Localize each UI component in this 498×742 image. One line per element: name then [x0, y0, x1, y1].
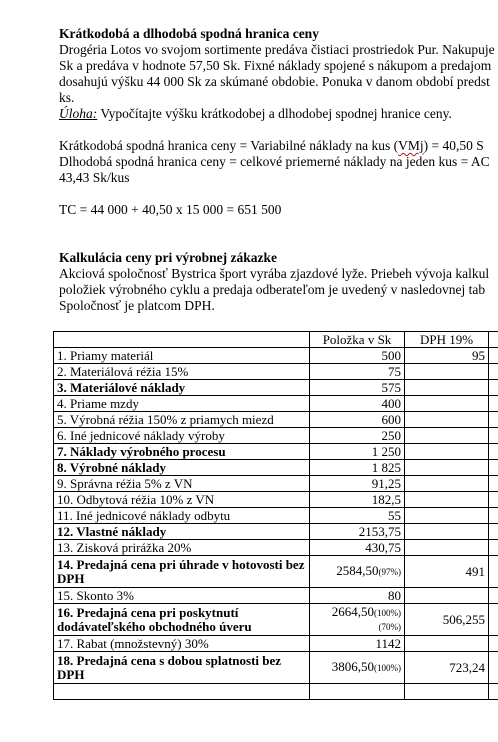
- row-label: 16. Predajná cena pri poskytnutí dodávateľského obchodného úveru: [54, 604, 310, 636]
- row-vat: 723,24: [405, 652, 489, 684]
- row-label: 9. Správna réžia 5% z VN: [54, 476, 310, 492]
- header-extra: [489, 332, 498, 348]
- section1-line-2: Sk a predáva v hodnote 57,50 Sk. Fixné náklady spojené s nákupom a predajom: [59, 58, 492, 73]
- row-value: 430,75: [310, 540, 405, 556]
- table-row: [54, 508, 498, 524]
- row-label: 5. Výrobná réžia 150% z priamych miezd: [54, 412, 310, 428]
- row-extra: [489, 444, 498, 460]
- row-value: 3806,50(100%): [310, 652, 405, 684]
- row-vat: [405, 684, 489, 700]
- row-value: 1142: [310, 636, 405, 652]
- row-value: 80: [310, 588, 405, 604]
- table-row: [54, 428, 498, 444]
- table-row: [54, 396, 498, 412]
- section1-line-1: Drogéria Lotos vo svojom sortimente predáva čistiaci prostriedok Pur. Nakupuje: [59, 42, 495, 57]
- table-row: [54, 636, 498, 652]
- row-extra: [489, 652, 498, 684]
- row-value: 400: [310, 396, 405, 412]
- table-row: [54, 556, 498, 588]
- row-extra: [489, 492, 498, 508]
- row-extra: [489, 524, 498, 540]
- row-vat: [405, 476, 489, 492]
- table-row: [54, 588, 498, 604]
- table-row-empty: [54, 684, 498, 700]
- section2-line-2: položiek výrobného cyklu a predaja odberateľom je uvedený v nasledovnej tab: [59, 282, 486, 297]
- task-line: [59, 106, 452, 122]
- row-extra: [489, 364, 498, 380]
- row-extra: [489, 540, 498, 556]
- table-header-row: [54, 332, 498, 348]
- short-term-vmj: VMj: [398, 138, 424, 153]
- row-value: 55: [310, 508, 405, 524]
- row-label: 10. Odbytová réžia 10% z VN: [54, 492, 310, 508]
- row-vat: [405, 412, 489, 428]
- section1-title: Krátkodobá a dlhodobá spodná hranica ceny: [59, 26, 319, 41]
- table-row: [54, 476, 498, 492]
- header-item: [54, 332, 310, 348]
- table-row: [54, 524, 498, 540]
- row-value: 182,5: [310, 492, 405, 508]
- row-vat: [405, 396, 489, 412]
- row-vat: [405, 380, 489, 396]
- row-label: 6. Iné jednicové náklady výroby: [54, 428, 310, 444]
- calculation-table: [53, 331, 498, 700]
- row-extra: [489, 348, 498, 364]
- table-row: [54, 652, 498, 684]
- table-row: [54, 444, 498, 460]
- row-vat: [405, 444, 489, 460]
- section2-line-3: Spoločnosť je platcom DPH.: [59, 298, 215, 313]
- row-vat: [405, 524, 489, 540]
- row-label: 14. Predajná cena pri úhrade v hotovosti bez DPH: [54, 556, 310, 588]
- row-vat: 491: [405, 556, 489, 588]
- row-extra: [489, 604, 498, 636]
- row-value: 250: [310, 428, 405, 444]
- row-extra: [489, 684, 498, 700]
- table-row: [54, 604, 498, 636]
- row-vat: [405, 540, 489, 556]
- short-term-line: [59, 138, 484, 154]
- short-term-text-b: ) = 40,50 S: [423, 138, 484, 153]
- row-extra: [489, 636, 498, 652]
- row-value: 2584,50(97%): [310, 556, 405, 588]
- header-vat: DPH 19%: [405, 332, 489, 348]
- row-label: 8. Výrobné náklady: [54, 460, 310, 476]
- row-label: 15. Skonto 3%: [54, 588, 310, 604]
- row-label: 13. Zisková prirážka 20%: [54, 540, 310, 556]
- row-extra: [489, 380, 498, 396]
- row-extra: [489, 428, 498, 444]
- table-row: [54, 380, 498, 396]
- row-label: 1. Priamy materiál: [54, 348, 310, 364]
- row-label: 12. Vlastné náklady: [54, 524, 310, 540]
- row-extra: [489, 460, 498, 476]
- row-vat: 506,255: [405, 604, 489, 636]
- section2-line-1: Akciová spoločnosť Bystrica šport vyrába zjazdové lyže. Priebeh vývoja kalkul: [59, 266, 490, 281]
- row-vat: [405, 364, 489, 380]
- row-vat: 95: [405, 348, 489, 364]
- row-value: [310, 684, 405, 700]
- row-value: 500: [310, 348, 405, 364]
- section2-title: Kalkulácia ceny pri výrobnej zákazke: [59, 250, 277, 265]
- table-row: [54, 540, 498, 556]
- row-extra: [489, 508, 498, 524]
- tc-formula: TC = 44 000 + 40,50 x 15 000 = 651 500: [59, 202, 282, 217]
- row-label: 2. Materiálová réžia 15%: [54, 364, 310, 380]
- short-term-text-a: Krátkodobá spodná hranica ceny = Variabilné náklady na kus (: [59, 138, 399, 153]
- row-label: 11. Iné jednicové náklady odbytu: [54, 508, 310, 524]
- row-vat: [405, 588, 489, 604]
- row-label: 3. Materiálové náklady: [54, 380, 310, 396]
- section1-line-4: ks.: [59, 90, 75, 105]
- table-row: [54, 364, 498, 380]
- row-extra: [489, 588, 498, 604]
- task-text: Vypočítajte výšku krátkodobej a dlhodobej spodnej hranice ceny.: [97, 106, 452, 121]
- row-extra: [489, 556, 498, 588]
- table-row: [54, 460, 498, 476]
- table-row: [54, 492, 498, 508]
- row-value: 600: [310, 412, 405, 428]
- row-vat: [405, 636, 489, 652]
- table-row: [54, 348, 498, 364]
- row-value: 1 250: [310, 444, 405, 460]
- row-label: 18. Predajná cena s dobou splatnosti bez DPH: [54, 652, 310, 684]
- row-vat: [405, 460, 489, 476]
- row-label: 4. Priame mzdy: [54, 396, 310, 412]
- row-vat: [405, 428, 489, 444]
- section1-line-3: dosahujú výšku 44 000 Sk za skúmané obdobie. Ponuka v danom období predst: [59, 74, 490, 89]
- long-term-line-1: Dlhodobá spodná hranica ceny = celkové priemerné náklady na jeden kus = AC: [59, 154, 490, 169]
- row-value: 75: [310, 364, 405, 380]
- row-label: [54, 684, 310, 700]
- long-term-line-2: 43,43 Sk/kus: [59, 170, 130, 185]
- row-value: 2664,50(100%) (70%): [310, 604, 405, 636]
- row-value: 575: [310, 380, 405, 396]
- row-label: 17. Rabat (množstevný) 30%: [54, 636, 310, 652]
- header-value: Položka v Sk: [310, 332, 405, 348]
- row-label: 7. Náklady výrobného procesu: [54, 444, 310, 460]
- row-extra: [489, 396, 498, 412]
- row-value: 2153,75: [310, 524, 405, 540]
- row-extra: [489, 412, 498, 428]
- row-value: 1 825: [310, 460, 405, 476]
- table-row: [54, 412, 498, 428]
- task-label: Úloha:: [59, 106, 98, 121]
- row-value: 91,25: [310, 476, 405, 492]
- row-vat: [405, 508, 489, 524]
- row-vat: [405, 492, 489, 508]
- row-extra: [489, 476, 498, 492]
